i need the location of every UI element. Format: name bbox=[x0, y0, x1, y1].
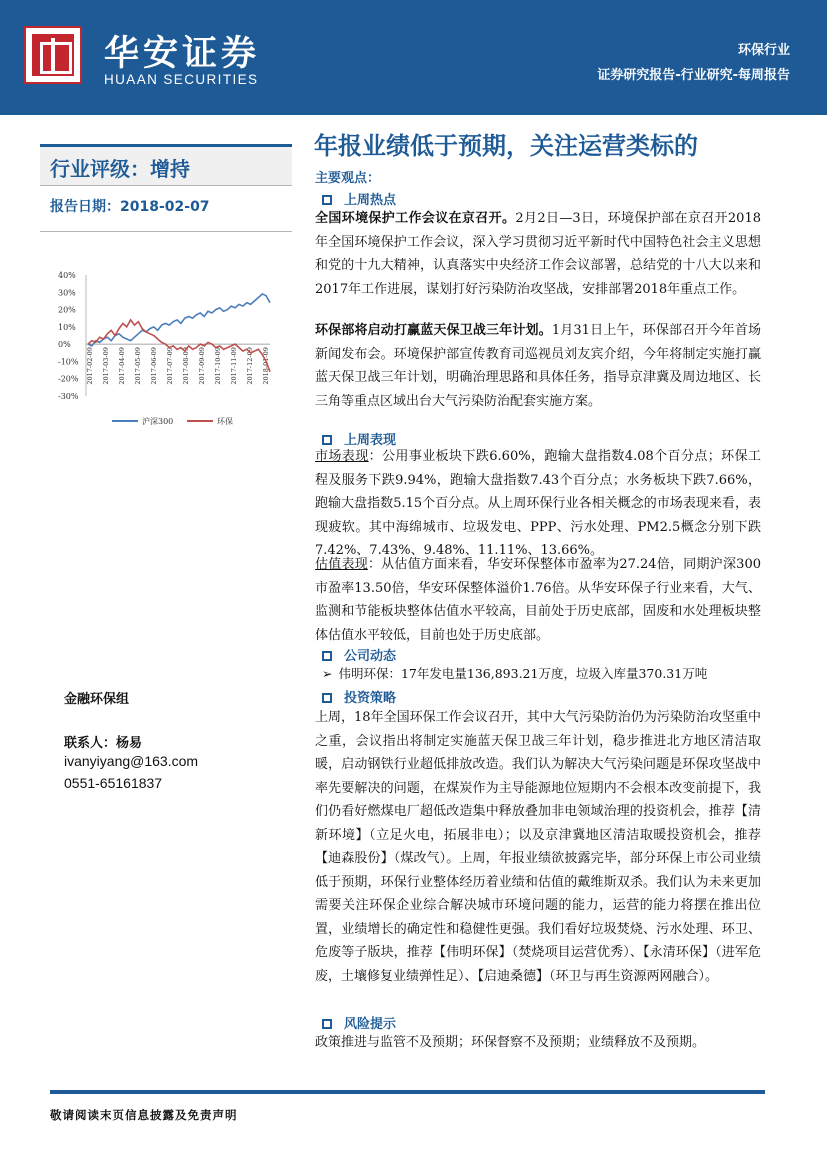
paragraph-strategy: 上周，18年全国环保工作会议召开，其中大气污染防治仍为污染防治攻坚重中之重，会议指出将制定实施蓝天保卫战三年计划，稳步推进北方地区清洁取暖，启动钢铁行业超低排放改造。我们认为解决大气污染问题是环保攻坚战中率先要解决的问题，在煤炭作为主导能源地位短期内不会根本改变前提下，我们仍看好燃煤电厂超低改造集中释放叠加非电领域治理的投资机会，推荐【清新环境】（立足火电，拓展非电）；以及京津冀地区清洁取暖投资机会，推荐【迪森股份】（煤改气）。上周，年报业绩欲披露完毕，部分环保上市公司业绩低于预期，环保行业整体经历着业绩和估值的戴维斯双杀。我们认为未来更加需要关注环保企业综合解决城市环境问题的能力，运营的能力将摆在推出位置，业绩增长的确定性和稳健性更强。我们看好垃圾焚烧、污水处理、环卫、危废等子版块，推荐【伟明环保】（焚烧项目运营优秀）、【永清环保】（进军危废，土壤修复业绩弹性足）、【启迪桑德】（环卫与再生资源两网融合）。 bbox=[315, 710, 761, 984]
paragraph-conference bbox=[315, 207, 761, 301]
y-tick-label: 40% bbox=[58, 271, 76, 280]
section-label: 上周热点 bbox=[344, 193, 397, 208]
paragraph-body: ：公用事业板块下跌6.60%，跑输大盘指数4.08个百分点；环保工程及服务下跌9.94%，跑输大盘指数7.43个百分点；水务板块下跌7.66%，跑输大盘指数5.15个百分点。从上周环保行业各相关概念的市场表现来看，表现疲软。其中海绵城市、垃圾发电、PPP、污水处理、PM2.5概念分别下跌7.42%、7.43%、9.48%、11.11%、13.66%。 bbox=[315, 449, 761, 558]
report-header bbox=[0, 0, 827, 115]
y-tick-label: 30% bbox=[58, 288, 76, 298]
main-points-heading: 主要观点： bbox=[315, 171, 381, 186]
paragraph-risk: 政策推进与监管不及预期；环保督察不及预期；业绩释放不及预期。 bbox=[315, 1035, 706, 1050]
section-label: 投资策略 bbox=[344, 691, 397, 706]
report-type-label: 证券研究报告-行业研究-每周报告 bbox=[597, 68, 790, 83]
y-tick-label: -20% bbox=[58, 374, 79, 384]
team-name: 金融环保组 bbox=[64, 692, 130, 707]
section-heading-hotspots bbox=[322, 189, 396, 208]
paragraph-lead: 市场表现 bbox=[315, 449, 369, 464]
x-tick-label: 2017-08-09 bbox=[182, 347, 190, 385]
y-tick-label: -30% bbox=[58, 392, 79, 401]
paragraph-market-performance bbox=[315, 445, 761, 563]
contact-label: 联系人：杨易 bbox=[64, 736, 143, 751]
checkbox-square-icon bbox=[322, 195, 332, 205]
x-tick-label: 2017-05-09 bbox=[134, 347, 142, 385]
checkbox-square-icon bbox=[322, 1019, 332, 1029]
footer-disclaimer[interactable]: 敬请阅读末页信息披露及免责声明 bbox=[50, 1108, 238, 1122]
x-tick-label: 2018-01-09 bbox=[262, 347, 270, 385]
company-news-item bbox=[322, 664, 707, 682]
report-title: 年报业绩低于预期，关注运营类标的 bbox=[314, 132, 698, 160]
paragraph-lead: 全国环境保护工作会议在京召开。 bbox=[315, 211, 516, 226]
left-sidebar bbox=[40, 144, 292, 232]
checkbox-square-icon bbox=[322, 435, 332, 445]
brand-name-cn: 华安证券 bbox=[104, 33, 261, 74]
x-tick-label: 2017-06-09 bbox=[150, 347, 158, 385]
series-line bbox=[88, 294, 270, 346]
x-tick-label: 2017-10-09 bbox=[214, 347, 222, 385]
paragraph-lead: 环保部将启动打赢蓝天保卫战三年计划。 bbox=[315, 323, 552, 338]
contact-phone: 0551-65161837 bbox=[64, 775, 163, 791]
section-label: 上周表现 bbox=[344, 433, 397, 448]
report-date: 报告日期：2018-02-07 bbox=[40, 186, 292, 232]
paragraph-body: 1月31日上午，环保部召开今年首场新闻发布会。环境保护部宣传教育司巡视员刘友宾介绍，今年将制定实施打赢蓝天保卫战三年计划，明确治理思路和具体任务，指导京津冀及周边地区、长三角等重点区域出台大气污染防治配套实施方案。 bbox=[315, 323, 761, 409]
arrow-bullet-icon: ➢ bbox=[322, 666, 333, 681]
brand-name-en: HUAAN SECURITIES bbox=[104, 72, 259, 87]
industry-label: 环保行业 bbox=[737, 43, 790, 58]
y-tick-label: 0% bbox=[58, 340, 71, 350]
x-tick-label: 2017-04-09 bbox=[118, 347, 126, 385]
section-label: 公司动态 bbox=[344, 649, 397, 664]
legend-label: 环保 bbox=[217, 417, 233, 426]
y-tick-label: 20% bbox=[58, 305, 76, 315]
section-heading-strategy bbox=[322, 687, 396, 706]
bullet-text: 伟明环保：17年发电量136,893.21万度，垃圾入库量370.31万吨 bbox=[338, 666, 708, 681]
contact-email[interactable]: ivanyiyang@163.com bbox=[64, 753, 199, 769]
section-heading-risk bbox=[322, 1013, 396, 1032]
section-label: 风险提示 bbox=[344, 1017, 397, 1032]
x-tick-label: 2017-07-09 bbox=[166, 347, 174, 385]
y-tick-label: -10% bbox=[58, 357, 79, 367]
performance-chart-svg bbox=[40, 265, 280, 440]
legend-label: 沪深300 bbox=[142, 417, 174, 426]
industry-rating: 行业评级：增持 bbox=[40, 144, 292, 186]
x-tick-label: 2017-02-09 bbox=[86, 347, 94, 385]
huaan-logo-icon bbox=[24, 26, 82, 84]
series-line bbox=[88, 320, 270, 372]
x-tick-label: 2017-03-09 bbox=[102, 347, 110, 385]
performance-chart bbox=[40, 265, 280, 440]
section-heading-company-news bbox=[322, 645, 396, 664]
footer-divider bbox=[50, 1090, 765, 1094]
y-tick-label: 10% bbox=[58, 322, 76, 332]
checkbox-square-icon bbox=[322, 693, 332, 703]
paragraph-body: ：从估值方面来看，华安环保整体市盈率为27.24倍，同期沪深300市盈率13.50倍，华安环保整体溢价1.76倍。从华安环保子行业来看，大气、监测和节能板块整体估值水平较高，目前处于历史底部，固废和水处理板块整体估值水平较低，目前也处于历史底部。 bbox=[315, 557, 761, 643]
paragraph-valuation bbox=[315, 553, 761, 647]
paragraph-body: 2月2日—3日，环境保护部在京召开2018年全国环境保护工作会议，深入学习贯彻习近平新时代中国特色社会主义思想和党的十九大精神，认真落实中央经济工作会议部署，总结党的十八大以来和2017年工作进展，谋划打好污染防治攻坚战，安排部署2018年重点工作。 bbox=[315, 211, 761, 297]
x-tick-label: 2017-09-09 bbox=[198, 347, 206, 385]
checkbox-square-icon bbox=[322, 651, 332, 661]
x-tick-label: 2017-11-09 bbox=[230, 347, 238, 385]
paragraph-lead: 估值表现 bbox=[315, 557, 368, 572]
paragraph-blue-sky-plan bbox=[315, 319, 761, 413]
x-tick-label: 2017-12-09 bbox=[246, 347, 254, 385]
